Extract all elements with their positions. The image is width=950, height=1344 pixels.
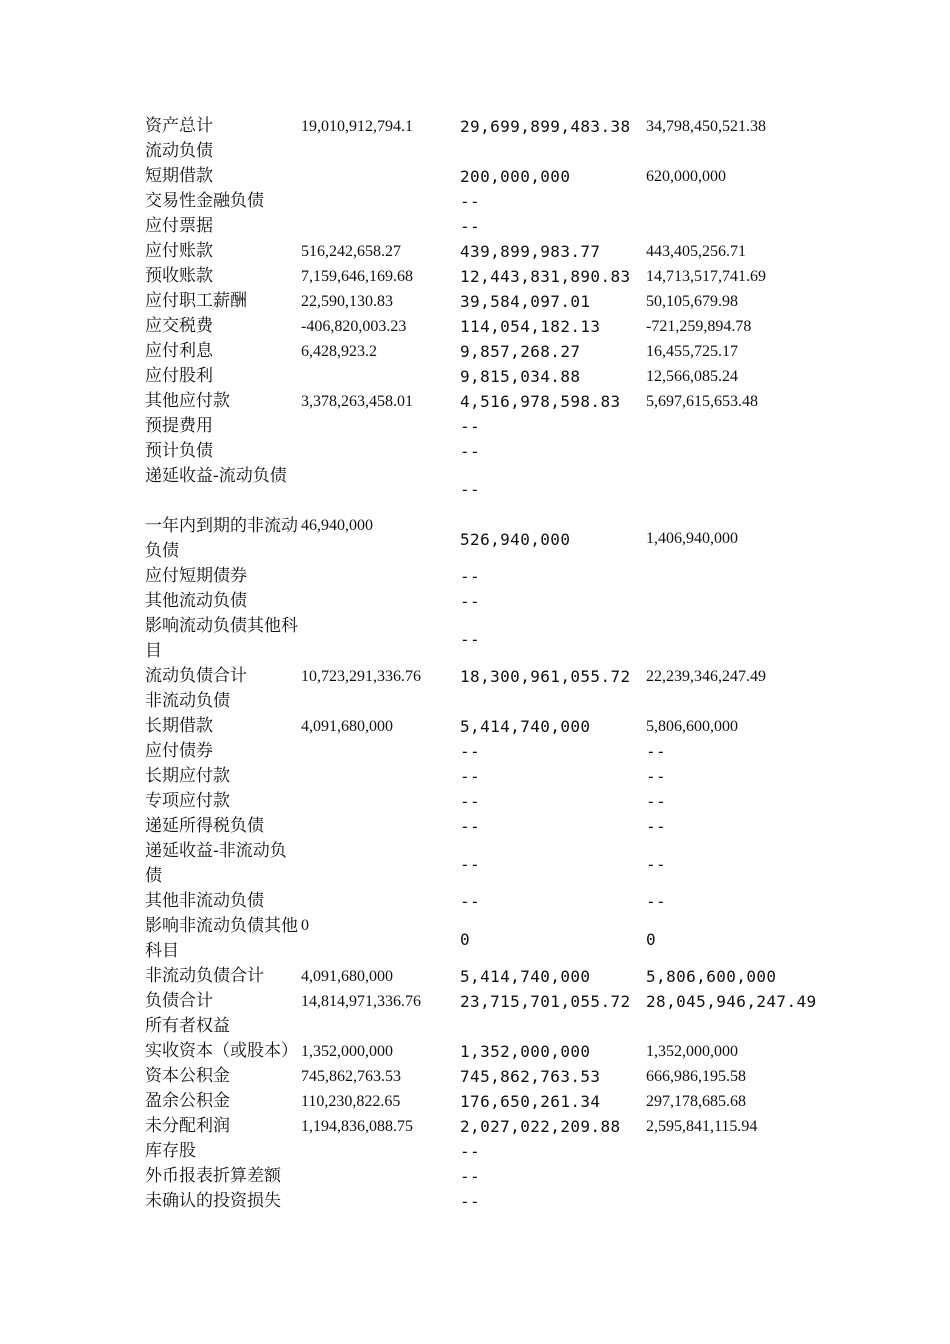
row-label: 长期应付款 <box>145 766 230 786</box>
value-col-2: 23,715,701,055.72 <box>460 992 631 1011</box>
value-col-2: 39,584,097.01 <box>460 292 591 311</box>
table-row <box>0 339 950 364</box>
value-col-3: 28,045,946,247.49 <box>646 992 817 1011</box>
row-label: 应交税费 <box>145 316 213 336</box>
value-col-3: 5,806,600,000 <box>646 717 738 735</box>
row-label: 预收账款 <box>145 266 213 286</box>
table-row <box>0 189 950 214</box>
row-label: 递延所得税负债 <box>145 816 264 836</box>
value-col-2: -- <box>460 442 481 461</box>
row-label: 未确认的投资损失 <box>145 1191 281 1211</box>
row-label: 一年内到期的非流动负债 <box>145 516 298 561</box>
section-heading: 流动负债 <box>145 141 213 161</box>
value-col-3: -721,259,894.78 <box>646 317 752 335</box>
row-label: 短期借款 <box>145 166 213 186</box>
table-row <box>0 689 950 714</box>
value-col-2: -- <box>460 567 481 586</box>
row-label: 非流动负债合计 <box>145 966 264 986</box>
value-col-1: 3,378,263,458.01 <box>301 392 413 410</box>
value-col-3: 0 <box>646 929 657 949</box>
table-row <box>0 114 950 139</box>
table-row <box>0 364 950 389</box>
section-heading: 所有者权益 <box>145 1016 230 1036</box>
value-col-3: -- <box>646 792 667 811</box>
value-col-2: -- <box>460 1192 481 1211</box>
table-row <box>0 789 950 814</box>
value-col-1: 22,590,130.83 <box>301 292 393 310</box>
value-col-3: 5,697,615,653.48 <box>646 392 758 410</box>
section-heading: 非流动负债 <box>145 691 230 711</box>
table-row <box>0 264 950 289</box>
table-row <box>0 739 950 764</box>
table-row <box>0 164 950 189</box>
row-label: 其他流动负债 <box>145 591 247 611</box>
value-col-3: -- <box>646 767 667 786</box>
value-col-3: 14,713,517,741.69 <box>646 267 766 285</box>
row-label: 负债合计 <box>145 991 213 1011</box>
value-col-3: -- <box>646 742 667 761</box>
value-col-2: 0 <box>460 929 471 949</box>
row-label: 资产总计 <box>145 116 213 136</box>
table-row <box>0 1014 950 1039</box>
table-row <box>0 1114 950 1139</box>
value-col-1: 110,230,822.65 <box>301 1092 401 1110</box>
table-row <box>0 414 950 439</box>
value-col-2: -- <box>460 1142 481 1161</box>
row-label: 专项应付款 <box>145 791 230 811</box>
row-label: 交易性金融负债 <box>145 191 264 211</box>
value-col-2: 12,443,831,890.83 <box>460 267 631 286</box>
row-label: 应付短期债券 <box>145 566 247 586</box>
row-label: 资本公积金 <box>145 1066 230 1086</box>
value-col-1: 46,940,000 <box>301 517 373 534</box>
table-row <box>0 139 950 164</box>
table-row <box>0 589 950 614</box>
value-col-2: -- <box>460 1167 481 1186</box>
row-label: 递延收益-非流动负债 <box>145 841 287 886</box>
value-col-1: 6,428,923.2 <box>301 342 377 360</box>
value-col-2: 526,940,000 <box>460 529 571 549</box>
value-col-3: 16,455,725.17 <box>646 342 738 360</box>
table-row <box>0 839 950 889</box>
value-col-2: 439,899,983.77 <box>460 242 601 261</box>
value-col-2: -- <box>460 792 481 811</box>
table-row <box>0 464 950 514</box>
value-col-1: 745,862,763.53 <box>301 1067 401 1085</box>
value-col-1: 10,723,291,336.76 <box>301 667 421 685</box>
value-col-2: 9,815,034.88 <box>460 367 581 386</box>
value-col-2: -- <box>460 742 481 761</box>
value-col-2: -- <box>460 854 481 874</box>
row-label: 实收资本（或股本） <box>145 1041 298 1061</box>
value-col-3: -- <box>646 817 667 836</box>
value-col-3: 1,352,000,000 <box>646 1042 738 1060</box>
table-row <box>0 1089 950 1114</box>
table-row <box>0 764 950 789</box>
value-col-1: 4,091,680,000 <box>301 967 393 985</box>
value-col-2: 29,699,899,483.38 <box>460 117 631 136</box>
table-row <box>0 614 950 664</box>
value-col-2: 200,000,000 <box>460 167 571 186</box>
value-col-2: -- <box>460 217 481 236</box>
value-col-1: 19,010,912,794.1 <box>301 117 413 135</box>
value-col-1: 516,242,658.27 <box>301 242 401 260</box>
table-row <box>0 964 950 989</box>
table-row <box>0 1064 950 1089</box>
value-col-3: -- <box>646 892 667 911</box>
value-col-1: -406,820,003.23 <box>301 317 407 335</box>
value-col-2: 18,300,961,055.72 <box>460 667 631 686</box>
table-row <box>0 514 950 564</box>
value-col-3: 22,239,346,247.49 <box>646 667 766 685</box>
value-col-3: 620,000,000 <box>646 167 726 185</box>
row-label: 外币报表折算差额 <box>145 1166 281 1186</box>
value-col-2: -- <box>460 417 481 436</box>
table-row <box>0 289 950 314</box>
value-col-2: 2,027,022,209.88 <box>460 1117 621 1136</box>
value-col-3: 12,566,085.24 <box>646 367 738 385</box>
value-col-2: 5,414,740,000 <box>460 967 591 986</box>
row-label: 库存股 <box>145 1141 196 1161</box>
value-col-1: 7,159,646,169.68 <box>301 267 413 285</box>
value-col-3: 297,178,685.68 <box>646 1092 746 1110</box>
row-label: 影响非流动负债其他科目 <box>145 916 298 961</box>
row-label: 未分配利润 <box>145 1116 230 1136</box>
value-col-3: 1,406,940,000 <box>646 530 738 547</box>
value-col-2: 176,650,261.34 <box>460 1092 601 1111</box>
value-col-2: 4,516,978,598.83 <box>460 392 621 411</box>
value-col-1: 1,352,000,000 <box>301 1042 393 1060</box>
table-row <box>0 814 950 839</box>
row-label: 应付股利 <box>145 366 213 386</box>
row-label: 其他非流动负债 <box>145 891 264 911</box>
table-row <box>0 439 950 464</box>
table-row <box>0 1189 950 1214</box>
row-label: 应付职工薪酬 <box>145 291 247 311</box>
value-col-1: 14,814,971,336.76 <box>301 992 421 1010</box>
value-col-2: -- <box>460 479 481 499</box>
value-col-1: 0 <box>301 917 309 934</box>
row-label: 应付利息 <box>145 341 213 361</box>
table-row <box>0 214 950 239</box>
row-label: 其他应付款 <box>145 391 230 411</box>
row-label: 盈余公积金 <box>145 1091 230 1111</box>
value-col-3: -- <box>646 854 667 874</box>
value-col-3: 50,105,679.98 <box>646 292 738 310</box>
row-label: 流动负债合计 <box>145 666 247 686</box>
row-label: 预提费用 <box>145 416 213 436</box>
table-row <box>0 1164 950 1189</box>
table-row <box>0 889 950 914</box>
value-col-2: -- <box>460 192 481 211</box>
value-col-3: 2,595,841,115.94 <box>646 1117 758 1135</box>
row-label: 预计负债 <box>145 441 213 461</box>
value-col-1: 1,194,836,088.75 <box>301 1117 413 1135</box>
table-row <box>0 914 950 964</box>
value-col-2: 114,054,182.13 <box>460 317 601 336</box>
row-label: 应付账款 <box>145 241 213 261</box>
table-row <box>0 239 950 264</box>
value-col-2: -- <box>460 629 481 649</box>
value-col-2: 5,414,740,000 <box>460 717 591 736</box>
row-label: 影响流动负债其他科目 <box>145 616 298 661</box>
table-row <box>0 564 950 589</box>
row-label: 应付债券 <box>145 741 213 761</box>
table-row <box>0 989 950 1014</box>
value-col-2: 745,862,763.53 <box>460 1067 601 1086</box>
value-col-2: -- <box>460 767 481 786</box>
row-label: 长期借款 <box>145 716 213 736</box>
value-col-3: 666,986,195.58 <box>646 1067 746 1085</box>
value-col-2: 9,857,268.27 <box>460 342 581 361</box>
row-label: 应付票据 <box>145 216 213 236</box>
table-row <box>0 1139 950 1164</box>
table-row <box>0 664 950 689</box>
value-col-3: 443,405,256.71 <box>646 242 746 260</box>
row-label: 递延收益-流动负债 <box>145 466 287 486</box>
table-row <box>0 389 950 414</box>
value-col-2: -- <box>460 592 481 611</box>
table-row <box>0 714 950 739</box>
value-col-2: -- <box>460 892 481 911</box>
table-row <box>0 314 950 339</box>
value-col-3: 5,806,600,000 <box>646 967 777 986</box>
value-col-2: -- <box>460 817 481 836</box>
value-col-2: 1,352,000,000 <box>460 1042 591 1061</box>
value-col-3: 34,798,450,521.38 <box>646 117 766 135</box>
value-col-1: 4,091,680,000 <box>301 717 393 735</box>
table-row <box>0 1039 950 1064</box>
